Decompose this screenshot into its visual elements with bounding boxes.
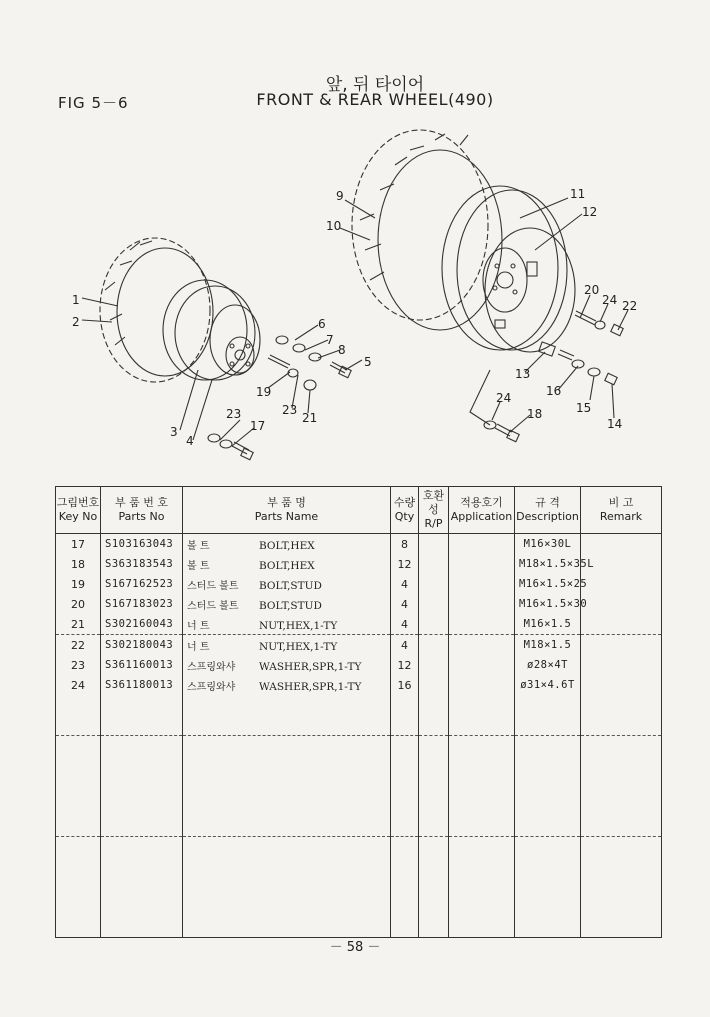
description-cell <box>515 877 581 897</box>
table-header-row <box>56 487 662 534</box>
rp-cell <box>419 534 449 555</box>
table-row <box>56 736 662 757</box>
table-row <box>56 877 662 897</box>
part-name: BOLT,HEX <box>259 539 315 552</box>
part-no-cell <box>101 857 183 877</box>
application-cell <box>449 736 515 757</box>
name-cell <box>183 534 391 555</box>
remark-cell <box>581 917 662 938</box>
part-no-cell: S361180013 <box>101 675 183 695</box>
application-cell <box>449 776 515 796</box>
part-no-cell <box>101 837 183 858</box>
callout: 5 <box>364 355 372 369</box>
description-cell: M16×30L <box>515 534 581 555</box>
description-cell <box>515 917 581 938</box>
description-cell <box>515 816 581 837</box>
callout: 17 <box>250 419 266 433</box>
callout: 10 <box>326 219 342 233</box>
part-no-cell <box>101 796 183 816</box>
qty-cell <box>391 816 419 837</box>
description-cell: M16×1.5×30 <box>515 594 581 614</box>
rp-cell <box>419 594 449 614</box>
part-name-korean: 너 트 <box>187 620 210 632</box>
rp-cell <box>419 736 449 757</box>
part-no-cell <box>101 897 183 917</box>
rp-cell <box>419 574 449 594</box>
application-cell <box>449 816 515 837</box>
rp-cell <box>419 796 449 816</box>
rear-hardware <box>484 311 623 442</box>
table-row <box>56 534 662 555</box>
application-cell <box>449 917 515 938</box>
name-cell <box>183 554 391 574</box>
application-cell <box>449 675 515 695</box>
remark-cell <box>581 594 662 614</box>
callout: 16 <box>546 384 562 398</box>
qty-cell: 4 <box>391 594 419 614</box>
table-row <box>56 837 662 858</box>
table-row <box>56 715 662 736</box>
remark-cell <box>581 614 662 635</box>
name-cell <box>183 594 391 614</box>
part-no-cell <box>101 776 183 796</box>
col-rp: 호환성 R/P <box>419 487 449 534</box>
key-cell: 23 <box>56 655 101 675</box>
description-cell <box>515 695 581 715</box>
table-row <box>56 655 662 675</box>
part-no-cell: S103163043 <box>101 534 183 555</box>
part-no-cell: S167162523 <box>101 574 183 594</box>
table-row <box>56 857 662 877</box>
callout: 22 <box>622 299 638 313</box>
rp-cell <box>419 635 449 656</box>
name-cell <box>183 675 391 695</box>
table-row <box>56 554 662 574</box>
part-no-cell: S302180043 <box>101 635 183 656</box>
part-name-korean: 스터드 볼트 <box>187 600 239 612</box>
qty-cell <box>391 776 419 796</box>
remark-cell <box>581 796 662 816</box>
description-cell <box>515 897 581 917</box>
table-row <box>56 796 662 816</box>
qty-cell <box>391 736 419 757</box>
remark-cell <box>581 715 662 736</box>
table-row <box>56 897 662 917</box>
qty-cell: 8 <box>391 534 419 555</box>
part-no-cell <box>101 736 183 757</box>
description-cell: M16×1.5 <box>515 614 581 635</box>
description-cell <box>515 715 581 736</box>
callout: 14 <box>607 417 623 431</box>
remark-cell <box>581 655 662 675</box>
page-title: FRONT & REAR WHEEL(490) <box>256 90 494 109</box>
part-no-cell <box>101 756 183 776</box>
application-cell <box>449 857 515 877</box>
front-hardware <box>208 336 351 460</box>
rp-cell <box>419 917 449 938</box>
rp-cell <box>419 715 449 736</box>
part-no-cell <box>101 917 183 938</box>
col-remark: 비 고 Remark <box>581 487 662 534</box>
callout: 7 <box>326 333 334 347</box>
parts-table <box>55 486 662 938</box>
key-cell <box>56 877 101 897</box>
remark-cell <box>581 877 662 897</box>
rp-cell <box>419 857 449 877</box>
remark-cell <box>581 675 662 695</box>
part-name: NUT,HEX,1-TY <box>259 619 338 632</box>
part-name: NUT,HEX,1-TY <box>259 640 338 653</box>
key-cell: 22 <box>56 635 101 656</box>
remark-cell <box>581 837 662 858</box>
qty-cell: 16 <box>391 675 419 695</box>
name-cell <box>183 816 391 837</box>
remark-cell <box>581 635 662 656</box>
table-row <box>56 675 662 695</box>
name-cell <box>183 857 391 877</box>
key-cell <box>56 776 101 796</box>
application-cell <box>449 897 515 917</box>
name-cell <box>183 695 391 715</box>
part-name-korean: 스프링와샤 <box>187 661 236 673</box>
callout-labels <box>72 187 637 448</box>
rp-cell <box>419 776 449 796</box>
table-row <box>56 594 662 614</box>
key-cell <box>56 756 101 776</box>
key-cell <box>56 816 101 837</box>
table-row <box>56 816 662 837</box>
application-cell <box>449 796 515 816</box>
part-name-korean: 스터드 볼트 <box>187 580 239 592</box>
rear-tire-illustration <box>352 130 575 352</box>
part-name-korean: 볼 트 <box>187 560 210 572</box>
description-cell: M18×1.5 <box>515 635 581 656</box>
rp-cell <box>419 675 449 695</box>
part-name: BOLT,STUD <box>259 579 322 592</box>
callout: 11 <box>570 187 586 201</box>
key-cell <box>56 695 101 715</box>
col-qty: 수량 Qty <box>391 487 419 534</box>
callout: 3 <box>170 425 178 439</box>
application-cell <box>449 614 515 635</box>
callout: 15 <box>576 401 592 415</box>
key-cell <box>56 897 101 917</box>
name-cell <box>183 614 391 635</box>
part-no-cell <box>101 695 183 715</box>
qty-cell <box>391 756 419 776</box>
qty-cell <box>391 796 419 816</box>
application-cell <box>449 534 515 555</box>
application-cell <box>449 715 515 736</box>
part-name: WASHER,SPR,1-TY <box>259 660 362 673</box>
application-cell <box>449 594 515 614</box>
application-cell <box>449 837 515 858</box>
key-cell <box>56 837 101 858</box>
qty-cell: 4 <box>391 574 419 594</box>
application-cell <box>449 756 515 776</box>
front-tire-illustration <box>100 238 260 382</box>
description-cell <box>515 857 581 877</box>
description-cell: M16×1.5×25 <box>515 574 581 594</box>
key-cell: 18 <box>56 554 101 574</box>
exploded-wheel-diagram <box>0 115 710 455</box>
name-cell <box>183 635 391 656</box>
rp-cell <box>419 897 449 917</box>
key-cell <box>56 796 101 816</box>
part-no-cell <box>101 816 183 837</box>
qty-cell <box>391 715 419 736</box>
key-cell <box>56 917 101 938</box>
rp-cell <box>419 837 449 858</box>
qty-cell: 12 <box>391 554 419 574</box>
name-cell <box>183 715 391 736</box>
part-name: WASHER,SPR,1-TY <box>259 680 362 693</box>
key-cell: 17 <box>56 534 101 555</box>
key-cell: 24 <box>56 675 101 695</box>
callout: 24 <box>496 391 512 405</box>
callout: 9 <box>336 189 344 203</box>
key-cell <box>56 736 101 757</box>
col-application: 적용호기 Application <box>449 487 515 534</box>
part-no-cell: S167183023 <box>101 594 183 614</box>
name-cell <box>183 655 391 675</box>
description-cell <box>515 776 581 796</box>
table-row <box>56 574 662 594</box>
page-title-korean: 앞, 뒤 타이어 <box>325 75 425 95</box>
remark-cell <box>581 534 662 555</box>
application-cell <box>449 554 515 574</box>
callout: 23 <box>282 403 298 417</box>
remark-cell <box>581 736 662 757</box>
application-cell <box>449 655 515 675</box>
key-cell: 19 <box>56 574 101 594</box>
table-row <box>56 695 662 715</box>
part-name-korean: 스프링와샤 <box>187 681 236 693</box>
qty-cell <box>391 877 419 897</box>
qty-cell <box>391 897 419 917</box>
page-number: － 58 － <box>329 940 381 955</box>
callout: 4 <box>186 434 194 448</box>
name-cell <box>183 574 391 594</box>
description-cell <box>515 796 581 816</box>
part-no-cell: S361160013 <box>101 655 183 675</box>
part-name-korean: 너 트 <box>187 641 210 653</box>
callout: 6 <box>318 317 326 331</box>
callout: 20 <box>584 283 600 297</box>
remark-cell <box>581 857 662 877</box>
qty-cell <box>391 857 419 877</box>
table-row <box>56 776 662 796</box>
application-cell <box>449 635 515 656</box>
qty-cell <box>391 837 419 858</box>
rp-cell <box>419 877 449 897</box>
name-cell <box>183 776 391 796</box>
application-cell <box>449 695 515 715</box>
callout: 12 <box>582 205 598 219</box>
callout: 18 <box>527 407 543 421</box>
rp-cell <box>419 655 449 675</box>
table-row <box>56 917 662 938</box>
part-name: BOLT,STUD <box>259 599 322 612</box>
callout: 8 <box>338 343 346 357</box>
rp-cell <box>419 756 449 776</box>
remark-cell <box>581 695 662 715</box>
table-row <box>56 614 662 635</box>
part-no-cell: S302160043 <box>101 614 183 635</box>
description-cell: M18×1.5×35L <box>515 554 581 574</box>
name-cell <box>183 736 391 757</box>
qty-cell <box>391 917 419 938</box>
col-description: 규 격 Description <box>515 487 581 534</box>
name-cell <box>183 756 391 776</box>
callout: 2 <box>72 315 80 329</box>
remark-cell <box>581 897 662 917</box>
callout: 19 <box>256 385 272 399</box>
table-row <box>56 756 662 776</box>
key-cell: 20 <box>56 594 101 614</box>
callout: 13 <box>515 367 531 381</box>
callout: 23 <box>226 407 242 421</box>
key-cell <box>56 715 101 736</box>
application-cell <box>449 877 515 897</box>
description-cell: ø28×4T <box>515 655 581 675</box>
qty-cell <box>391 695 419 715</box>
description-cell <box>515 736 581 757</box>
callout: 1 <box>72 293 80 307</box>
remark-cell <box>581 776 662 796</box>
col-parts-name: 부 품 명 Parts Name <box>183 487 391 534</box>
name-cell <box>183 877 391 897</box>
key-cell <box>56 857 101 877</box>
rp-cell <box>419 816 449 837</box>
rp-cell <box>419 695 449 715</box>
name-cell <box>183 796 391 816</box>
rp-cell <box>419 614 449 635</box>
description-cell: ø31×4.6T <box>515 675 581 695</box>
figure-label: FIG 5－6 <box>58 94 129 112</box>
part-no-cell: S363183543 <box>101 554 183 574</box>
name-cell <box>183 917 391 938</box>
part-no-cell <box>101 715 183 736</box>
name-cell <box>183 837 391 858</box>
part-name-korean: 볼 트 <box>187 540 210 552</box>
description-cell <box>515 837 581 858</box>
remark-cell <box>581 756 662 776</box>
col-key-no: 그림번호 Key No <box>56 487 101 534</box>
rp-cell <box>419 554 449 574</box>
qty-cell: 4 <box>391 614 419 635</box>
application-cell <box>449 574 515 594</box>
callout: 24 <box>602 293 618 307</box>
table-row <box>56 635 662 656</box>
part-name: BOLT,HEX <box>259 559 315 572</box>
key-cell: 21 <box>56 614 101 635</box>
qty-cell: 12 <box>391 655 419 675</box>
part-no-cell <box>101 877 183 897</box>
remark-cell <box>581 574 662 594</box>
description-cell <box>515 756 581 776</box>
qty-cell: 4 <box>391 635 419 656</box>
col-parts-no: 부 품 번 호 Parts No <box>101 487 183 534</box>
remark-cell <box>581 816 662 837</box>
name-cell <box>183 897 391 917</box>
callout: 21 <box>302 411 318 425</box>
